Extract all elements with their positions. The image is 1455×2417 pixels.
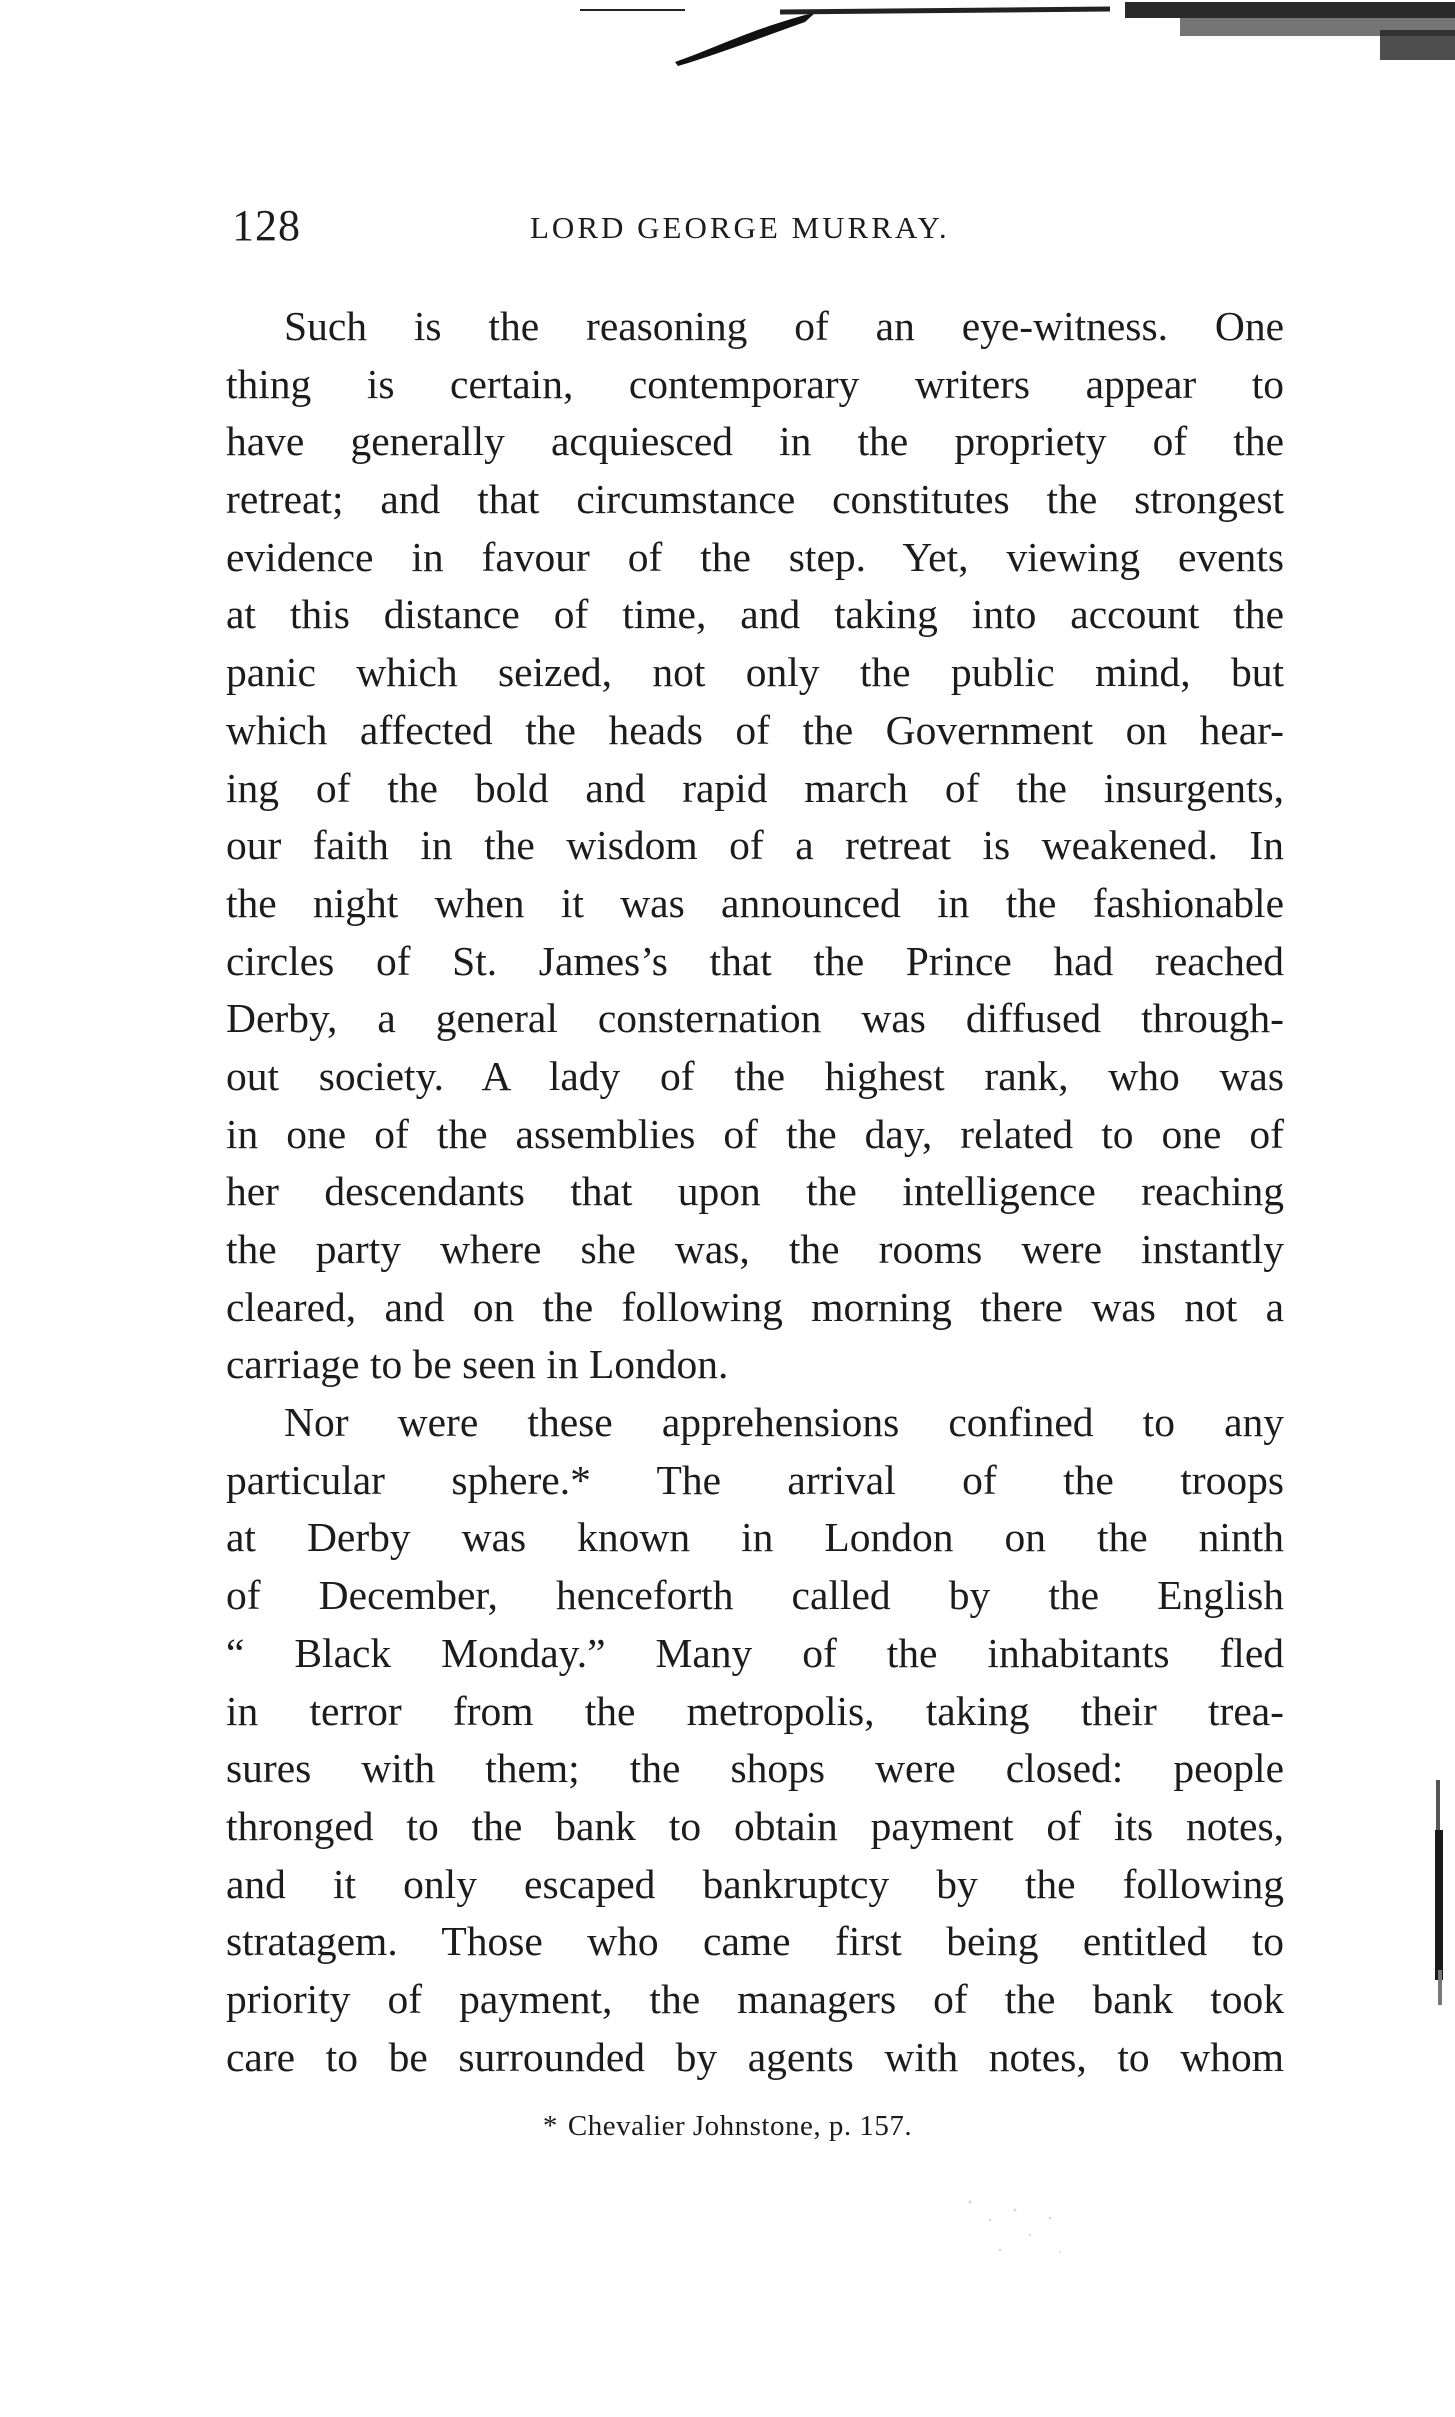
paper-specks (960, 2190, 1080, 2270)
body-text (226, 298, 1284, 2086)
footnote (0, 2110, 1455, 2143)
text-line: in one of the assemblies of the day, related to one of (226, 1110, 1284, 1157)
text-line: evidence in favour of the step. Yet, viewing events (226, 533, 1284, 580)
text-line: cleared, and on the following morning there was not a (226, 1283, 1284, 1330)
text-line: out society. A lady of the highest rank, who was (226, 1052, 1284, 1099)
text-line: particular sphere.* The arrival of the troops (226, 1456, 1284, 1503)
text-line: thronged to the bank to obtain payment of its notes, (226, 1802, 1284, 1849)
text-line: sures with them; the shops were closed: people (226, 1745, 1284, 1792)
text-line: the party where she was, the rooms were instantly (226, 1226, 1284, 1272)
text-line: thing is certain, contemporary writers appear to (226, 360, 1284, 407)
text-line: Derby, a general consternation was diffused through- (226, 995, 1284, 1042)
text-line: Such is the reasoning of an eye-witness. One (284, 303, 1284, 349)
text-line: our faith in the wisdom of a retreat is weakened. In (226, 822, 1284, 869)
running-title: LORD GEORGE MURRAY. (530, 210, 950, 245)
page-number: 128 (232, 201, 301, 250)
text-line: carriage to be seen in London. (226, 1341, 729, 1388)
text-line: retreat; and that circumstance constitutes the strongest (226, 476, 1284, 523)
paragraph (226, 298, 1284, 1394)
text-line: “ Black Monday.” Many of the inhabitants fled (226, 1629, 1284, 1676)
paragraph (226, 1394, 1284, 2086)
text-line: stratagem. Those who came first being entitled to (226, 1918, 1284, 1965)
text-line: her descendants that upon the intelligence reaching (226, 1168, 1284, 1215)
text-line: care to be surrounded by agents with notes, to whom (226, 2033, 1284, 2080)
running-head (228, 200, 1288, 260)
text-line: priority of payment, the managers of the bank took (226, 1975, 1284, 2022)
text-line: the night when it was announced in the fashionable (226, 879, 1284, 926)
text-line: in terror from the metropolis, taking their trea- (226, 1687, 1284, 1734)
text-line: circles of St. James’s that the Prince had reached (226, 937, 1284, 984)
text-line: at Derby was known in London on the ninth (226, 1514, 1284, 1561)
text-line: Nor were these apprehensions confined to any (284, 1399, 1284, 1446)
text-line: which affected the heads of the Government on hear- (226, 706, 1284, 753)
text-line: have generally acquiesced in the propriety of the (226, 418, 1284, 465)
text-line: panic which seized, not only the public mind, but (226, 649, 1284, 696)
footnote-text: Chevalier Johnstone, p. 157. (567, 2110, 913, 2142)
text-line: of December, henceforth called by the English (226, 1572, 1284, 1619)
text-line: ing of the bold and rapid march of the insurgents, (226, 764, 1284, 811)
text-line: and it only escaped bankruptcy by the following (226, 1860, 1284, 1907)
footnote-marker: * (542, 2110, 558, 2142)
text-line: at this distance of time, and taking into account the (226, 591, 1284, 638)
